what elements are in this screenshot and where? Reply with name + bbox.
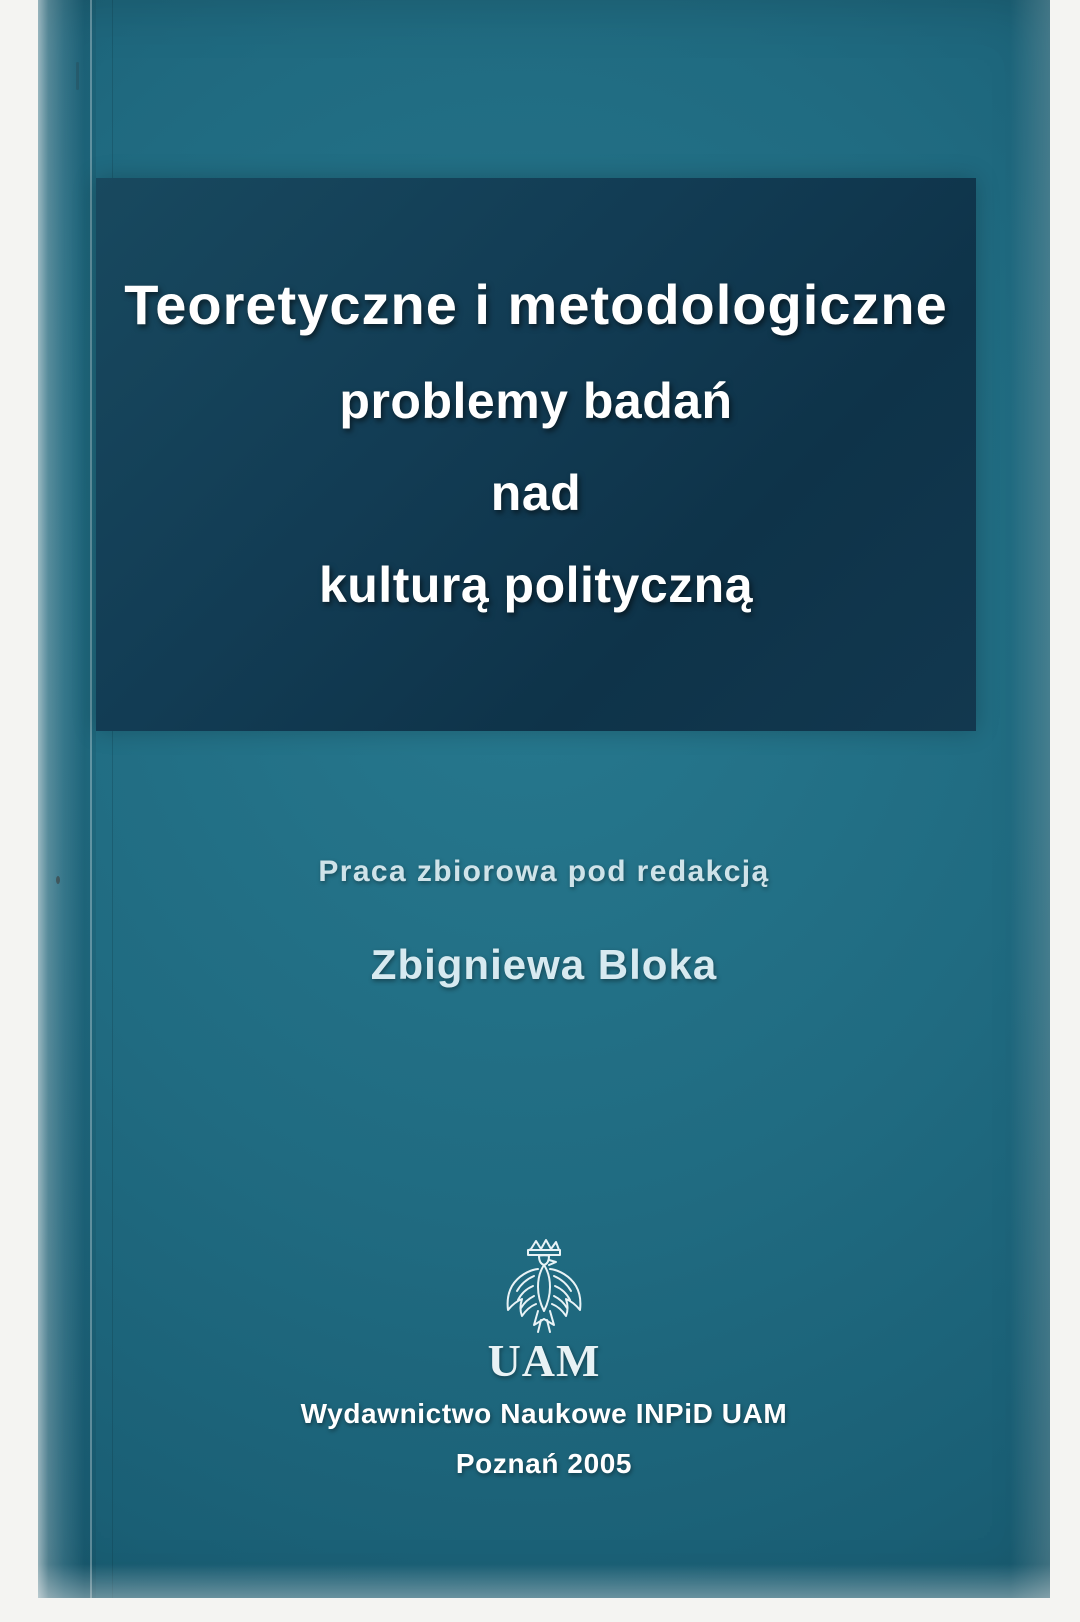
title-line-3: nad <box>490 464 582 521</box>
editor-credit-block <box>38 855 1050 989</box>
editor-name: Zbigniewa Bloka <box>370 941 718 988</box>
title-line-4: kulturą polityczną <box>318 556 754 613</box>
title-block <box>96 178 976 731</box>
editor-intro-text: Praca zbiorowa pod redakcją <box>318 855 770 888</box>
uam-wordmark: UAM <box>487 1335 601 1386</box>
publisher-logo <box>38 1232 1050 1387</box>
imprint-block <box>38 1398 1050 1480</box>
bottom-edge-shading <box>38 1564 1050 1598</box>
place-and-year: Poznań 2005 <box>455 1448 633 1479</box>
title-line-2: problemy badań <box>339 372 733 429</box>
publisher-name: Wydawnictwo Naukowe INPiD UAM <box>300 1398 788 1429</box>
scan-speck <box>76 62 79 90</box>
title-panel <box>96 178 976 731</box>
uam-eagle-emblem-icon <box>479 1232 609 1340</box>
title-line-1: Teoretyczne i metodologiczne <box>124 273 948 336</box>
cover-surface <box>38 0 1050 1598</box>
